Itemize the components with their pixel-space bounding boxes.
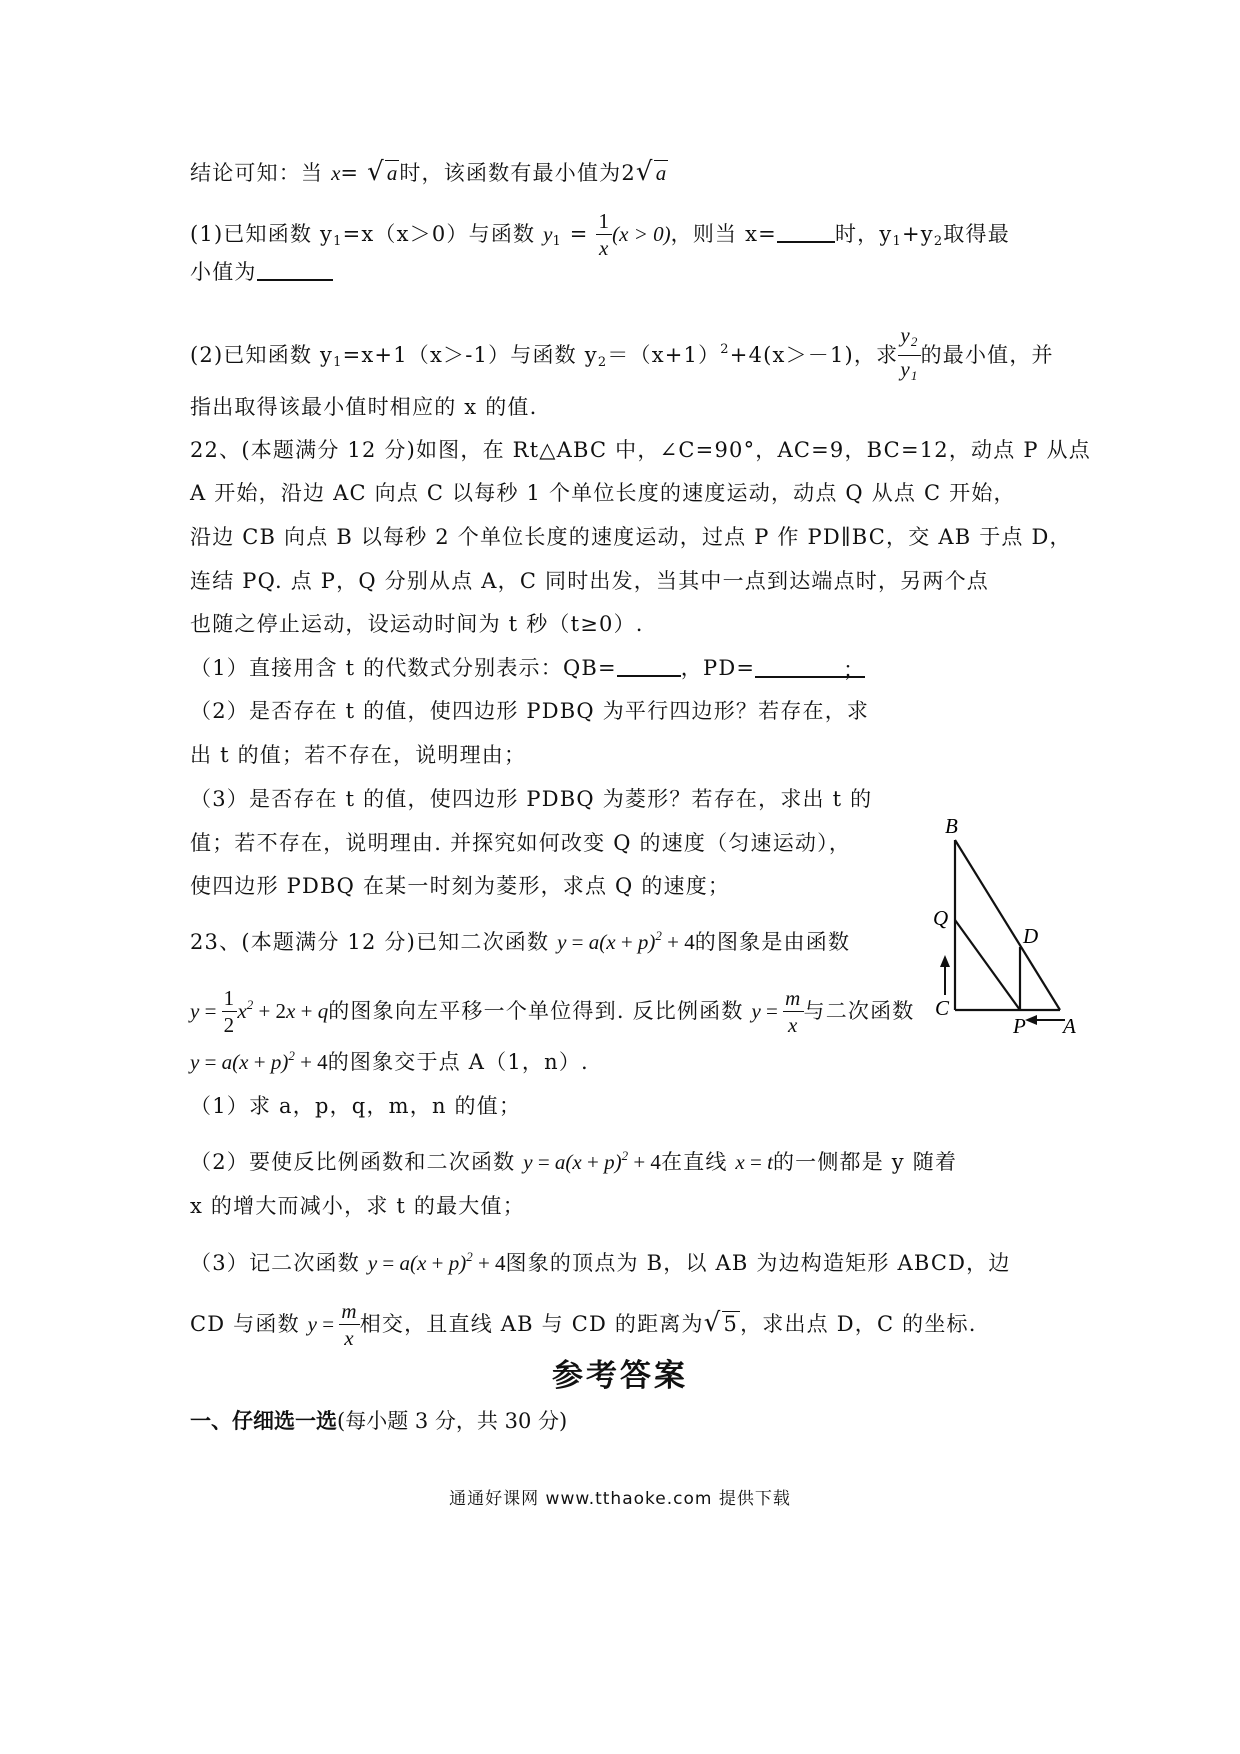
text: 结论可知：当 xyxy=(190,161,332,185)
question-1-line-1: (1)已知函数 $y_1=x(x>0)$与函数 $y_1$ = $\frac{1}{x}$ (x > 0)，则当 x= 时，$y_1+y_2$取得最 xyxy=(190,209,1010,260)
text: CD 与函数 xyxy=(190,1312,308,1336)
q22-part-3-line-2: 值；若不存在，说明理由. 并探究如何改变 Q 的速度（匀速运动）， xyxy=(190,831,852,855)
section-1-rest: (每小题 3 分，共 30 分) xyxy=(337,1409,568,1433)
label-b: B xyxy=(945,815,958,838)
text: 与二次函数 xyxy=(803,999,915,1023)
text: =x+1（x＞-1）与函数 y xyxy=(342,343,598,367)
answers-title: 参考答案 xyxy=(552,1358,688,1394)
text: 23、(本题满分 12 分)已知二次函数 xyxy=(190,930,558,954)
text: ，求出点 D，C 的坐标. xyxy=(740,1312,977,1336)
q22-part-2-line-2: 出 t 的值；若不存在，说明理由； xyxy=(190,743,527,767)
text: 的一侧都是 y 随着 xyxy=(772,1150,958,1174)
text: ＝（x+1） xyxy=(607,343,721,367)
conclusion-line: 结论可知：当 x= √a时，该函数有最小值为2√a xyxy=(190,157,667,187)
text: 时，y xyxy=(834,222,893,246)
question-2-line-2: 指出取得该最小值时相应的 x 的值. xyxy=(190,395,538,419)
q22-line-4: 连结 PQ. 点 P，Q 分别从点 A，C 同时出发，当其中一点到达端点时，另两个点 xyxy=(190,569,990,593)
q23-part-2-line-1: （2）要使反比例函数和二次函数 $y = a(x + p)^2 + 4$在直线 x = t的一侧都是 y 随着 xyxy=(190,1148,958,1174)
answer-blank[interactable] xyxy=(777,221,835,243)
q23-part-3-line-1: （3）记二次函数 $y = a(x + p)^2 + 4$图象的顶点为 B，以 AB 为边构造矩形 ABCD，边 xyxy=(190,1249,1011,1275)
text: (1)已知函数 y xyxy=(190,222,334,246)
text: 的图象向左平移一个单位得到. 反比例函数 xyxy=(328,999,752,1023)
q23-part-3-line-2: CD 与函数 y = $\frac{m}{x}$ 相交，且直线 AB 与 CD 的距离为√5，求出点 D，C 的坐标. xyxy=(190,1299,977,1350)
q23-line-3: $y = a(x + p)^2 + 4$的图象交于点 A（1，n）. xyxy=(190,1048,589,1074)
label-p: P xyxy=(1013,1014,1026,1038)
section-1-bold: 一、仔细选一选 xyxy=(190,1409,337,1433)
text: +y xyxy=(901,222,934,246)
text: 相交，且直线 AB 与 CD 的距离为 xyxy=(359,1312,704,1336)
text: 时，该函数有最小值为2 xyxy=(399,161,636,185)
text: （2）要使反比例函数和二次函数 xyxy=(190,1150,524,1174)
text: 的最小值，并 xyxy=(920,343,1054,367)
footer: 通通好课网 www.tthaoke.com 提供下载 xyxy=(449,1489,791,1509)
q22-line-5: 也随之停止运动，设运动时间为 t 秒（t≥0）. xyxy=(190,612,644,636)
text: (2)已知函数 y xyxy=(190,343,334,367)
text: ，PD= xyxy=(680,656,756,680)
q22-part-3-line-3: 使四边形 PDBQ 在某一时刻为菱形，求点 Q 的速度； xyxy=(190,874,731,898)
q22-part-3-line-1: （3）是否存在 t 的值，使四边形 PDBQ 为菱形？若存在，求出 t 的 xyxy=(190,787,873,811)
q23-line-2: y = $\frac{1}{2}$ $x^2 + 2x + q$的图象向左平移一个单位得到. 反比例函数 y = $\frac{m}{x}$ 与二次函数 xyxy=(190,986,915,1037)
q23-part-2-line-2: x 的增大而减小，求 t 的最大值； xyxy=(190,1194,525,1218)
text: 小值为 xyxy=(190,260,257,284)
triangle-figure xyxy=(925,815,1100,1040)
label-d: D xyxy=(1023,924,1039,948)
answer-blank[interactable] xyxy=(257,259,333,281)
q22-part-2-line-1: （2）是否存在 t 的值，使四边形 PDBQ 为平行四边形？若存在，求 xyxy=(190,699,870,723)
q23-line-1: 23、(本题满分 12 分)已知二次函数 $y = a(x + p)^2 + 4$的图象是由函数 xyxy=(190,928,851,954)
text: +4(x＞－1)，求 xyxy=(729,343,899,367)
text: 的图象是由函数 xyxy=(694,930,851,954)
text: 在直线 xyxy=(660,1150,736,1174)
answer-blank-pd[interactable]: ； xyxy=(755,656,865,678)
label-c: C xyxy=(935,996,950,1020)
label-a: A xyxy=(1063,1014,1076,1038)
label-q: Q xyxy=(933,906,949,930)
q22-line-2: A 开始，沿边 AC 向点 C 以每秒 1 个单位长度的速度运动，动点 Q 从点 C 开始， xyxy=(190,481,1016,505)
q22-line-3: 沿边 CB 向点 B 以每秒 2 个单位长度的速度运动，过点 P 作 PD∥BC，交 AB 于点 D， xyxy=(190,525,1072,549)
question-1-line-2 xyxy=(190,258,333,286)
q22-line-1: 22、(本题满分 12 分)如图，在 Rt△ABC 中，∠C=90°，AC=9，BC=12，动点 P 从点 xyxy=(190,438,1091,462)
text: =x（x＞0）与函数 xyxy=(342,222,544,246)
q23-part-1: （1）求 a，p，q，m，n 的值； xyxy=(190,1094,522,1118)
text: （1）直接用含 t 的代数式分别表示：QB= xyxy=(190,656,617,680)
q22-part-1 xyxy=(190,654,865,682)
text: 取得最 xyxy=(943,222,1010,246)
text: 的图象交于点 A（1，n）. xyxy=(327,1050,589,1074)
text: ，则当 x= xyxy=(670,222,777,246)
text: （3）记二次函数 xyxy=(190,1251,368,1275)
question-2-line-1: (2)已知函数 $y_1=x+1(x>-1)$与函数 $y_2=(x+1)^2+4(x>-1)$，求 $\frac{y_2}{y_1}$ 的最小值，并 xyxy=(190,323,1054,383)
section-1-heading xyxy=(190,1405,567,1435)
answer-blank-qb[interactable] xyxy=(617,655,681,677)
text: 图象的顶点为 B，以 AB 为边构造矩形 ABCD，边 xyxy=(505,1251,1011,1275)
